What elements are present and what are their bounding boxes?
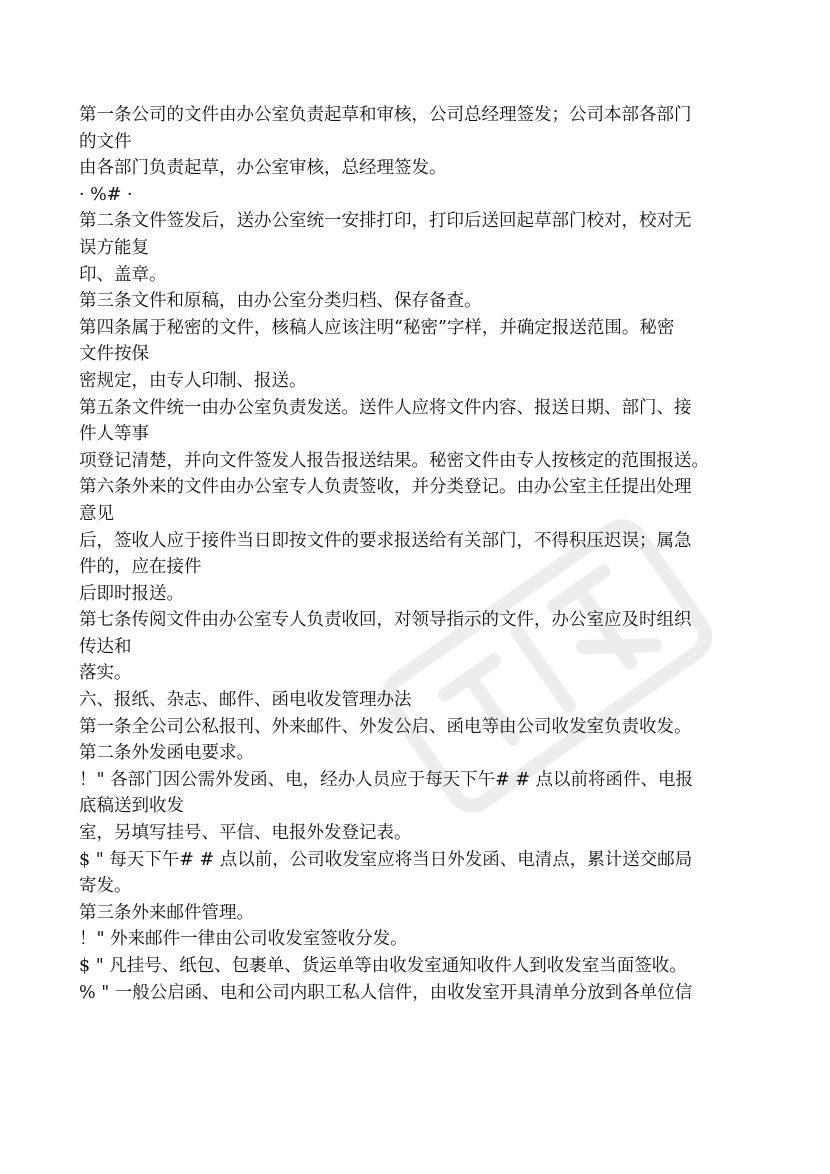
text-line: 第四条属于秘密的文件，核稿人应该注明“秘密”字样，并确定报送范围。秘密: [79, 317, 675, 338]
text-line: ！" 外来邮件一律由公司收发室签收分发。: [79, 929, 408, 950]
text-line: 件的，应在接件: [79, 557, 202, 578]
text-line: 意见: [79, 503, 114, 524]
document-body: [79, 102, 759, 1006]
text-line: 后，签收人应于接件当日即按文件的要求报送给有关部门，不得积压迟误；属急: [79, 530, 692, 551]
text-line: 由各部门负责起草，办公室审核，总经理签发。: [79, 158, 447, 179]
text-line: 第六条外来的文件由办公室专人负责签收，并分类登记。由办公室主任提出处理: [79, 477, 692, 498]
text-line: 第七条传阅文件由办公室专人负责收回，对领导指示的文件，办公室应及时组织: [79, 610, 692, 631]
text-line: 第二条外发函电要求。: [79, 743, 254, 764]
text-line: 密规定，由专人印制、报送。: [79, 370, 307, 391]
text-line: ！" 各部门因公需外发函、电，经办人员应于每天下午# # 点以前将函件、电报: [79, 769, 694, 790]
page-marker: · %# ·: [79, 184, 133, 205]
section-heading: 六、报纸、杂志、邮件、函电收发管理办法: [79, 690, 412, 711]
text-line: $ " 每天下午# # 点以前，公司收发室应将当日外发函、电清点，累计送交邮局: [79, 849, 693, 870]
text-line: 第一条全公司公私报刊、外来邮件、外发公启、函电等由公司收发室负责收发。: [79, 716, 692, 737]
text-line: 后即时报送。: [79, 583, 184, 604]
text-line: 第五条文件统一由办公室负责发送。送件人应将文件内容、报送日期、部门、接: [79, 397, 692, 418]
text-line: 第一条公司的文件由办公室负责起草和审核，公司总经理签发；公司本部各部门: [79, 105, 692, 125]
text-line: 室，另填写挂号、平信、电报外发登记表。: [79, 823, 412, 844]
text-line: 文件按保: [79, 344, 149, 365]
text-line: 项登记清楚，并向文件签发人报告报送结果。秘密文件由专人按核定的范围报送。: [79, 450, 709, 471]
text-line: 误方能复: [79, 237, 149, 258]
text-line: 传达和: [79, 636, 132, 657]
text-line: 的文件: [79, 131, 132, 152]
text-line: 寄发。: [79, 876, 132, 897]
text-line: % " 一般公启函、电和公司内职工私人信件，由收发室开具清单分放到各单位信: [79, 982, 693, 1003]
text-line: 底稿送到收发: [79, 796, 184, 817]
text-line: 第二条文件签发后，送办公室统一安排打印，打印后送回起草部门校对，校对无: [79, 211, 692, 232]
text-line: $ " 凡挂号、纸包、包裹单、货运单等由收发室通知收件人到收发室当面签收。: [79, 956, 687, 976]
text-line: 第三条文件和原稿，由办公室分类归档、保存备查。: [79, 291, 482, 312]
text-line: 印、盖章。: [79, 264, 167, 285]
text-line: 件人等事: [79, 424, 149, 445]
text-line: 第三条外来邮件管理。: [79, 902, 254, 923]
text-line: 落实。: [79, 663, 132, 684]
